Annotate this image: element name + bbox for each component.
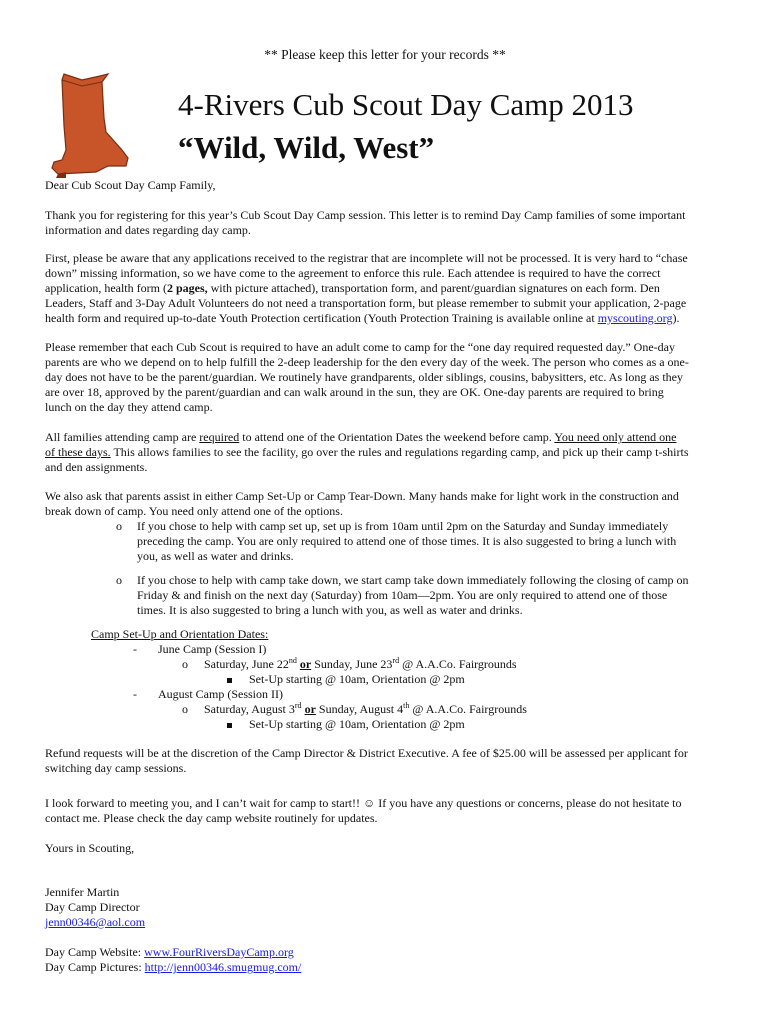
dates-heading: Camp Set-Up and Orientation Dates: bbox=[91, 627, 269, 641]
para2-line-2: parents are who we depend on to help fulfill the 2-deep leadership for the den every day of the week. The person who comes as a one- bbox=[45, 355, 689, 369]
bold-two-pages: 2 pages, bbox=[166, 281, 208, 295]
intro-line-1: Thank you for registering for this year’s Cub Scout Day Camp session. This letter is to remind Day Camp families of some important bbox=[45, 208, 686, 222]
session2-dates: Saturday, August 3rd or Sunday, August 4th @ A.A.Co. Fairgrounds bbox=[204, 701, 527, 716]
records-note: ** Please keep this letter for your records ** bbox=[264, 47, 506, 62]
session1-setup-bullet bbox=[227, 672, 232, 687]
para1-line-3: application, health form (2 pages, with picture attached), transportation form, and parent/guardian signatures on each form. Den bbox=[45, 281, 660, 295]
option2-line-1: If you chose to help with camp take down, we start camp take down immediately following the closing of camp on bbox=[137, 573, 689, 587]
para3-line-2: of these days. This allows families to see the facility, go over the rules and regulations regarding camp, and pick up their camp t-shirts bbox=[45, 445, 689, 459]
signoff: Yours in Scouting, bbox=[45, 841, 135, 855]
session2-dash: - bbox=[133, 687, 137, 701]
para2-line-5: lunch on the day they attend camp. bbox=[45, 400, 213, 414]
option2-bullet: o bbox=[116, 573, 122, 587]
pictures-line: Day Camp Pictures: http://jenn00346.smugmug.com/ bbox=[45, 960, 302, 974]
option2-line-3: times. It is also suggested to bring a lunch with you, as well as water and drinks. bbox=[137, 603, 523, 617]
session2-label: August Camp (Session II) bbox=[158, 687, 283, 701]
para2-line-1: Please remember that each Cub Scout is required to have an adult come to camp for the “one day required requested day.” One-day bbox=[45, 340, 675, 354]
option1-line-3: you, as well as water and drinks. bbox=[137, 549, 294, 563]
session1-dash: - bbox=[133, 642, 137, 656]
para3-line-3: and den assignments. bbox=[45, 460, 148, 474]
para1-line-2: down” missing information, so we have come to the agreement to enforce this rule. Each attendee is required to have the correct bbox=[45, 266, 661, 280]
option1-line-2: preceding the camp. You are only required to attend one of those times. It is also suggested to bring a lunch with bbox=[137, 534, 677, 548]
para4-line-1: We also ask that parents assist in either Camp Set-Up or Camp Tear-Down. Many hands make for light work in the construction and bbox=[45, 489, 679, 503]
option1-line-1: If you chose to help with camp set up, set up is from 10am until 2pm on the Saturday and Sunday immediately bbox=[137, 519, 669, 533]
page-subtitle: “Wild, Wild, West” bbox=[178, 130, 435, 165]
signer-role: Day Camp Director bbox=[45, 900, 140, 914]
session2-setup: Set-Up starting @ 10am, Orientation @ 2pm bbox=[249, 717, 465, 731]
signer-email bbox=[45, 915, 735, 930]
session1-setup: Set-Up starting @ 10am, Orientation @ 2pm bbox=[249, 672, 465, 686]
session2-setup-bullet bbox=[227, 717, 232, 732]
intro-line-2: information and dates regarding day camp. bbox=[45, 223, 251, 237]
option2-line-2: Friday & and finish on the next day (Saturday) from 10am—2pm. You are only required to attend one of those bbox=[137, 588, 668, 602]
para1-line-1: First, please be aware that any applications received to the registrar that are incomplete will not be processed. It is very hard to “chase bbox=[45, 251, 688, 265]
closing-line-2: contact me. Please check the day camp website routinely for updates. bbox=[45, 811, 378, 825]
para1-line-4: Leaders, Staff and 3-Day Adult Volunteers do not need a transportation form, but please remember to submit your application, 2-page bbox=[45, 296, 687, 310]
signer-name: Jennifer Martin bbox=[45, 885, 120, 899]
pictures-link[interactable]: http://jenn00346.smugmug.com/ bbox=[144, 960, 302, 974]
refund-line-1: Refund requests will be at the discretion of the Camp Director & District Executive. A fee of $25.00 will be assessed per applicant for bbox=[45, 746, 688, 760]
para2-line-3: day does not have to be the parent/guardian. We routinely have grandparents, older siblings, cousins, babysitters, etc. As long as they bbox=[45, 370, 683, 384]
session1-label: June Camp (Session I) bbox=[158, 642, 267, 656]
para1-line-5: health form and required up-to-date Youth Protection certification (Youth Protection Training is available online at myscouting.org). bbox=[45, 311, 680, 325]
para4-line-2: break down of camp. You need only attend one of the options. bbox=[45, 504, 343, 518]
refund-line-2: switching day camp sessions. bbox=[45, 761, 187, 775]
myscouting-link[interactable]: myscouting.org bbox=[597, 311, 673, 325]
para2-line-4: are over 18, approved by the parent/guardian and can walk around in the sun, they are OK. One-day parents are required to bring bbox=[45, 385, 664, 399]
website-link[interactable]: www.FourRiversDayCamp.org bbox=[144, 945, 294, 959]
session1-date-bullet: o bbox=[182, 657, 188, 671]
session1-dates: Saturday, June 22nd or Sunday, June 23rd @ A.A.Co. Fairgrounds bbox=[204, 656, 517, 671]
closing-line-1: I look forward to meeting you, and I can’t wait for camp to start!! ☺ If you have any questions or concerns, please do not hesitate to bbox=[45, 796, 682, 810]
option1-bullet: o bbox=[116, 519, 122, 533]
email-link[interactable]: jenn00346@aol.com bbox=[45, 915, 146, 929]
session2-date-bullet: o bbox=[182, 702, 188, 716]
page-title: 4-Rivers Cub Scout Day Camp 2013 bbox=[178, 87, 634, 122]
para3-line-1: All families attending camp are required to attend one of the Orientation Dates the weekend before camp. You need only attend one bbox=[45, 430, 677, 444]
greeting: Dear Cub Scout Day Camp Family, bbox=[45, 178, 216, 192]
website-line: Day Camp Website: www.FourRiversDayCamp.org bbox=[45, 945, 294, 959]
cowboy-boot-icon bbox=[42, 66, 132, 178]
